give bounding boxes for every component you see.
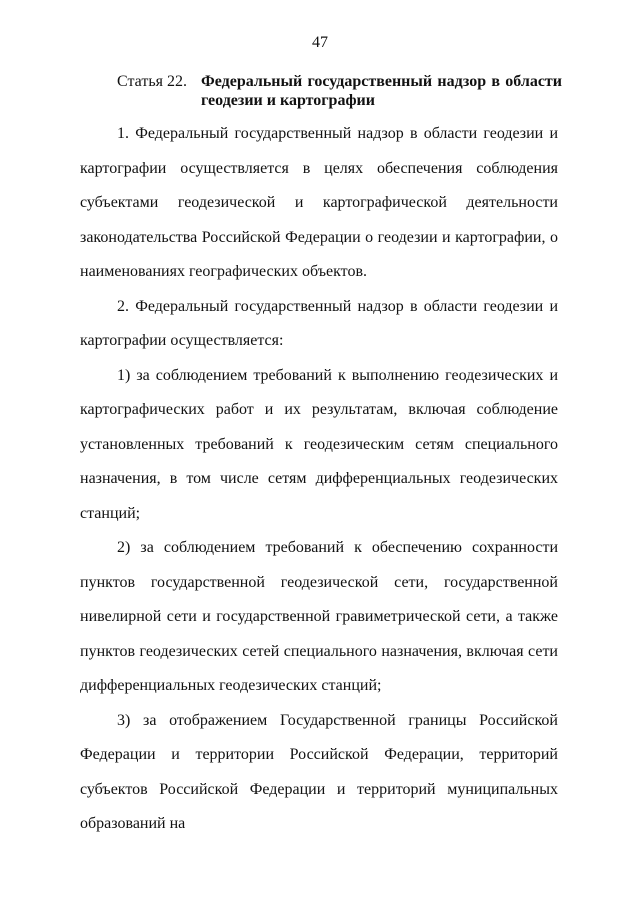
subitem-1: 1) за соблюдением требований к выполнению геодезических и картографических работ и их результатам, включая соблюдение установленных требований к геодезическим сетям специального назначения, в том числе сетям дифференциальных геодезических станций;: [80, 366, 558, 522]
paragraph-2: 2. Федеральный государственный надзор в области геодезии и картографии осуществляется:: [80, 297, 558, 349]
article-body: [80, 117, 558, 842]
article-heading: [117, 72, 562, 110]
paragraph-1: 1. Федеральный государственный надзор в области геодезии и картографии осуществляется в целях обеспечения соблюдения субъектами геодезической и картографической деятельности законодательства Российской Федерации о геодезии и картографии, о наименованиях географических объектов.: [80, 125, 558, 280]
article-title: Федеральный государственный надзор в области геодезии и картографии: [201, 73, 562, 109]
subitem-3: 3) за отображением Государственной границы Российской Федерации и территории Российской Федерации, территорий субъектов Российской Федерации и территорий муниципальных образований на: [80, 711, 558, 832]
subitem-2: 2) за соблюдением требований к обеспечению сохранности пунктов государственной геодезической сети, государственной нивелирной сети и государственной гравиметрической сети, а также пунктов геодезических сетей специального назначения, включая сети дифференциальных геодезических станций;: [80, 539, 558, 694]
page-number: 47: [312, 34, 328, 51]
article-label: Статья 22.: [117, 73, 187, 90]
